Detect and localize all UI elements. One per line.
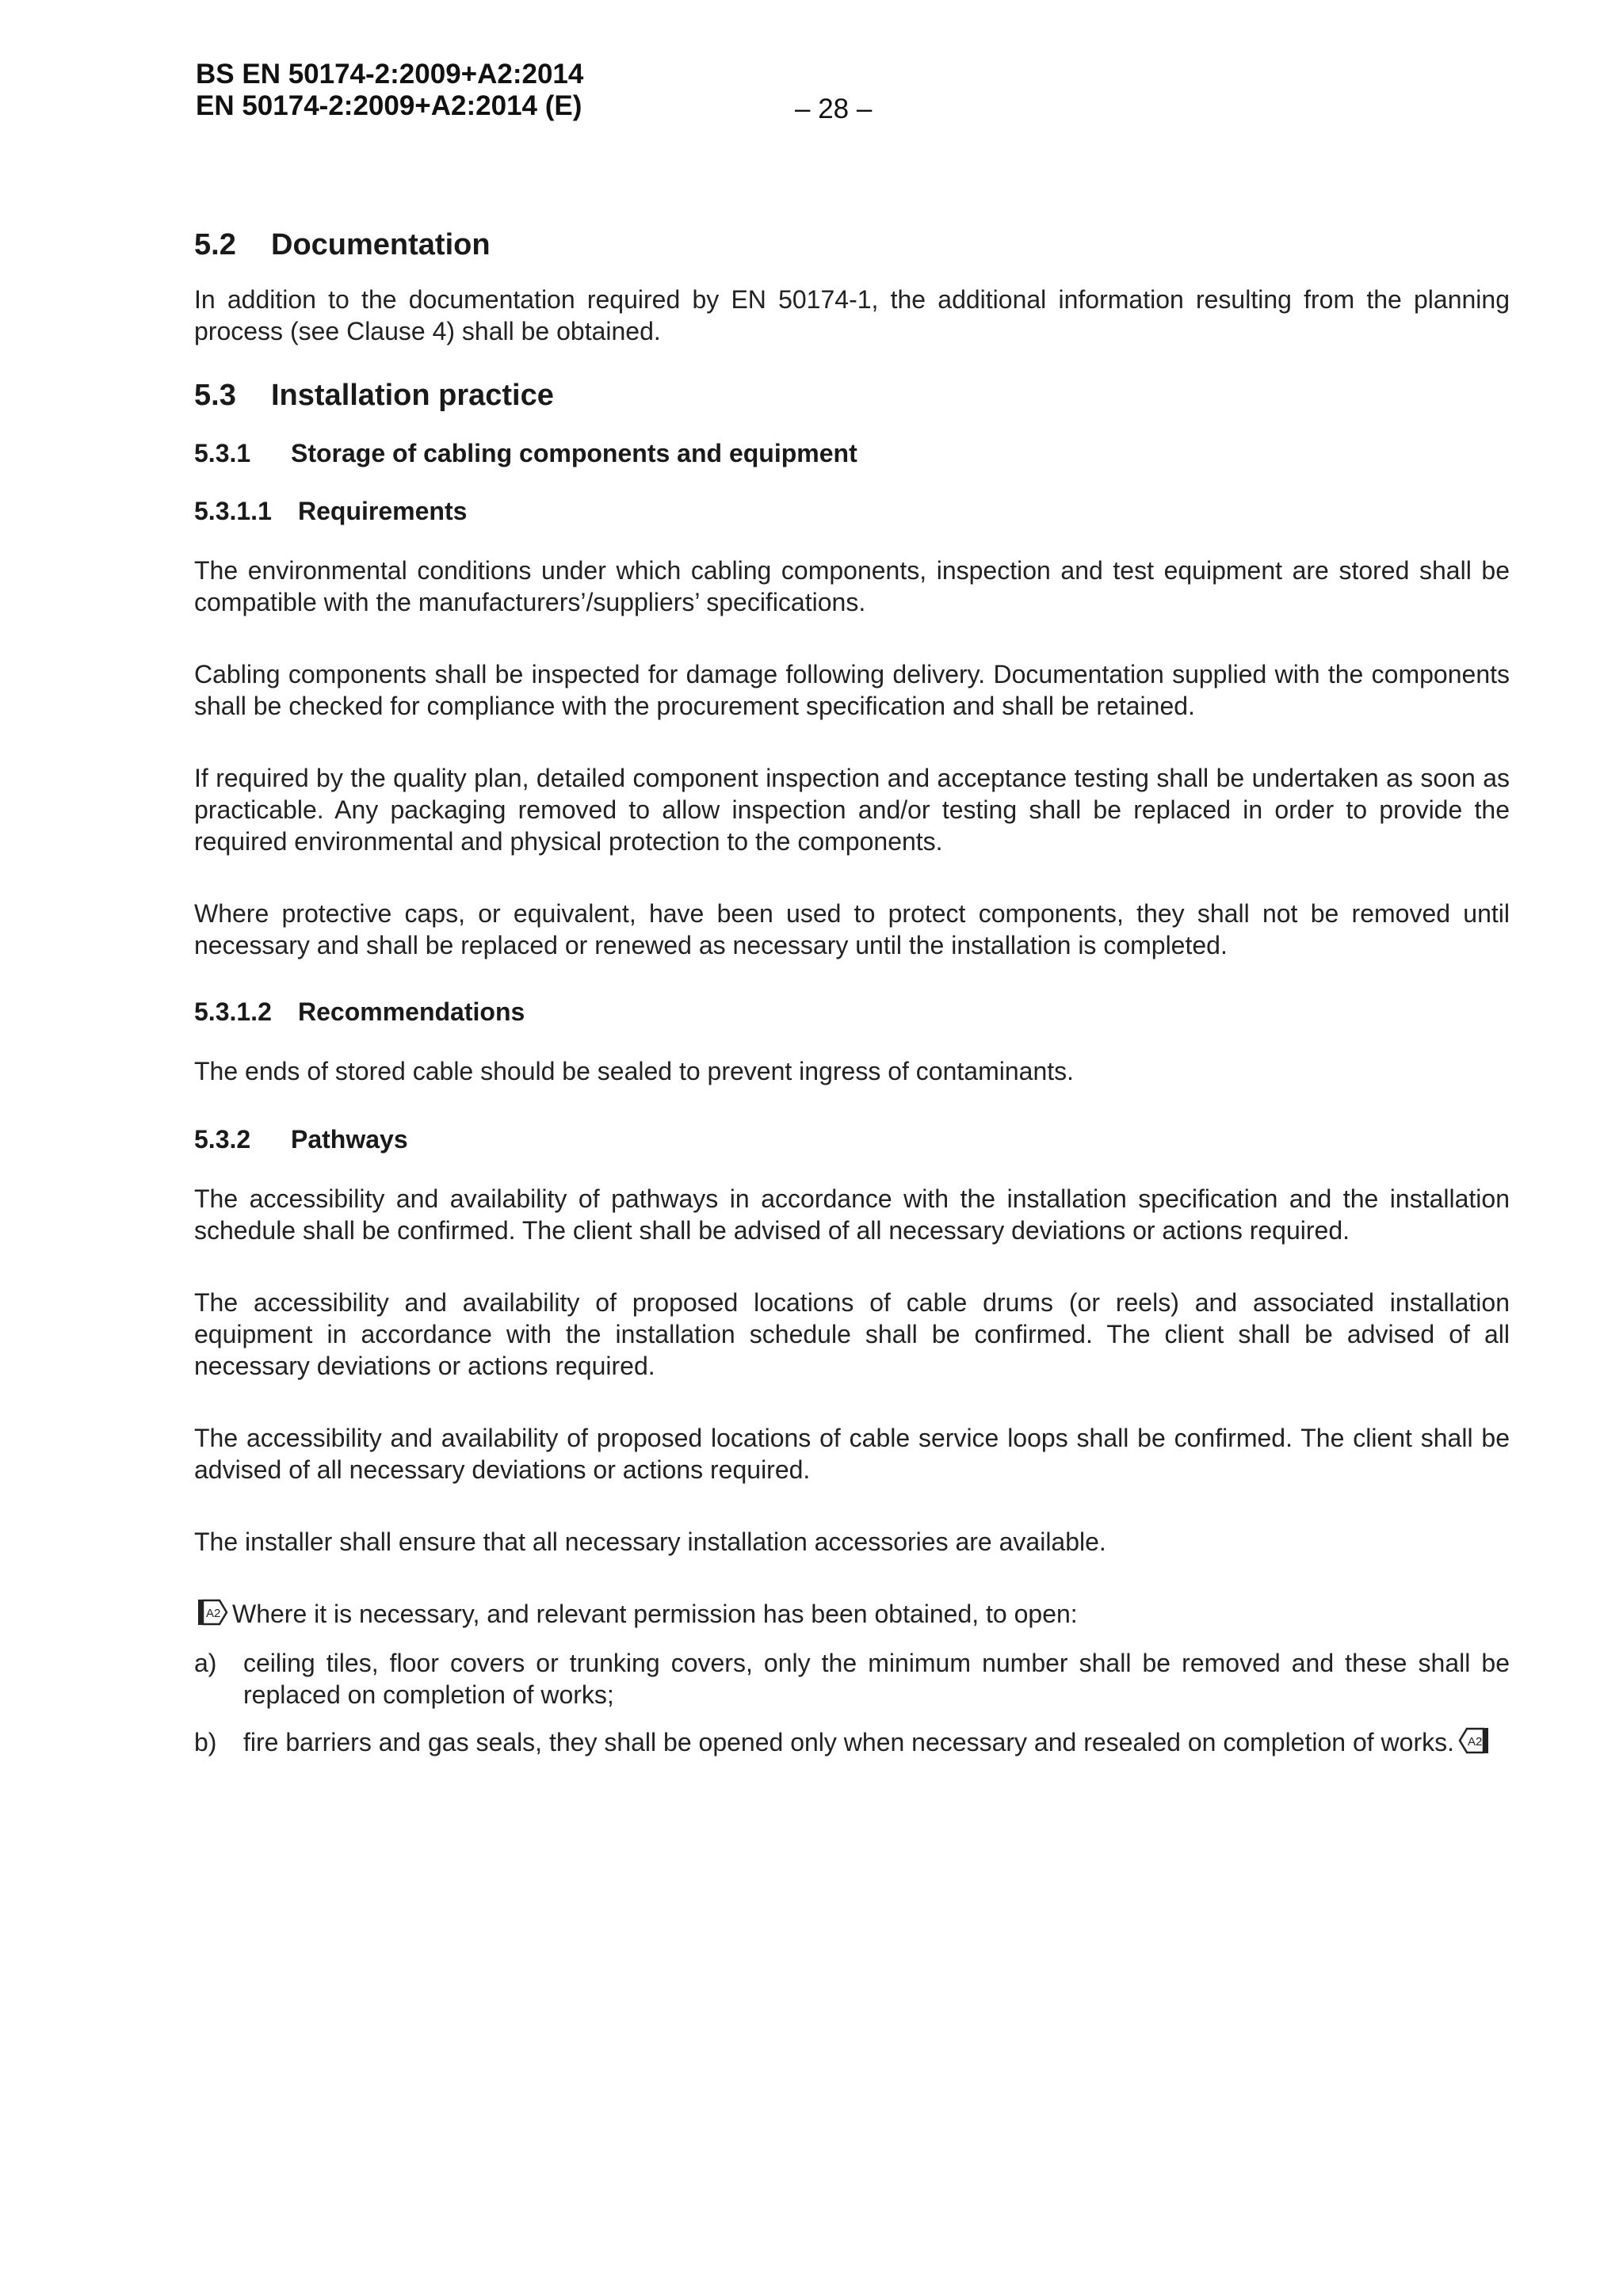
heading-title: Documentation: [271, 228, 491, 261]
heading-title: Recommendations: [298, 997, 525, 1026]
page-header: [196, 59, 869, 122]
paragraph: In addition to the documentation required by EN 50174-1, the additional information resulting from the planning process (see Clause 4) shall be obtained.: [194, 285, 1510, 345]
list-item: [194, 1726, 1510, 1758]
amendment-list: [194, 1647, 1510, 1758]
paragraph: Where protective caps, or equivalent, have been used to protect components, they shall not be removed until necessary and shall be replaced or renewed as necessary until the installation is completed.: [194, 899, 1510, 959]
svg-text:A2: A2: [206, 1607, 221, 1620]
heading-5-2: [194, 227, 1510, 263]
paragraph: The accessibility and availability of proposed locations of cable service loops shall be confirmed. The client shall be advised of all necessary deviations or actions required.: [194, 1424, 1510, 1484]
heading-title: Installation practice: [271, 379, 554, 412]
heading-number: 5.3.1: [194, 439, 251, 467]
amendment-end-icon: [1457, 1726, 1489, 1755]
heading-title: Requirements: [298, 497, 468, 525]
heading-number: 5.3.2: [194, 1125, 251, 1154]
paragraph: The installer shall ensure that all necessary installation accessories are available.: [194, 1527, 1106, 1556]
amendment-start-icon: [197, 1598, 229, 1627]
paragraph: The ends of stored cable should be sealed to prevent ingress of contaminants.: [194, 1057, 1075, 1085]
paragraph: Cabling components shall be inspected for damage following delivery. Documentation supplied with the components shall be checked for compliance with the procurement specification and shall be retained.: [194, 660, 1510, 720]
paragraph: The environmental conditions under which cabling components, inspection and test equipment are stored shall be compatible with the manufacturers’/suppliers’ specifications.: [194, 556, 1510, 616]
heading-5-3-1-1: [194, 495, 1510, 527]
heading-5-3-1: [194, 437, 1510, 469]
heading-title: Pathways: [291, 1125, 408, 1154]
heading-5-3-2: [194, 1123, 1510, 1155]
amendment-intro: [194, 1598, 1510, 1630]
paragraph: If required by the quality plan, detailed component inspection and acceptance testing shall be undertaken as soon as practicable. Any packaging removed to allow inspection and/or testing shall be replaced in order to provide the required environmental and physical protection to the components.: [194, 764, 1510, 856]
standard-designation-bs: BS EN 50174-2:2009+A2:2014: [196, 59, 584, 90]
paragraph: The accessibility and availability of pathways in accordance with the installation specification and the installation schedule shall be confirmed. The client shall be advised of all necessary deviations or actions required.: [194, 1184, 1510, 1245]
heading-5-3: [194, 377, 1510, 414]
amendment-intro-text: Where it is necessary, and relevant permission has been obtained, to open:: [232, 1600, 1078, 1628]
heading-number: 5.3.1.1: [194, 497, 272, 525]
list-item: [194, 1647, 1510, 1711]
heading-5-3-1-2: [194, 996, 1510, 1028]
list-text: ceiling tiles, floor covers or trunking covers, only the minimum number shall be removed and these shall be replaced on completion of works;: [243, 1649, 1510, 1709]
list-text-content: fire barriers and gas seals, they shall be opened only when necessary and resealed on completion of works.: [243, 1728, 1454, 1756]
page-number: – 28 –: [795, 93, 873, 124]
document-body: [194, 227, 1510, 1758]
list-marker: a): [194, 1649, 217, 1677]
heading-number: 5.3.1.2: [194, 997, 272, 1026]
heading-number: 5.2: [194, 228, 236, 261]
list-marker: b): [194, 1728, 217, 1756]
paragraph: The accessibility and availability of proposed locations of cable drums (or reels) and associated installation equipment in accordance with the installation schedule shall be confirmed. The client shall be advised of all necessary deviations or actions required.: [194, 1288, 1510, 1380]
svg-text:A2: A2: [1467, 1735, 1483, 1749]
standard-designation-en: EN 50174-2:2009+A2:2014 (E): [196, 90, 582, 121]
heading-number: 5.3: [194, 379, 236, 412]
list-text: [243, 1726, 1510, 1758]
heading-title: Storage of cabling components and equipment: [291, 439, 857, 467]
